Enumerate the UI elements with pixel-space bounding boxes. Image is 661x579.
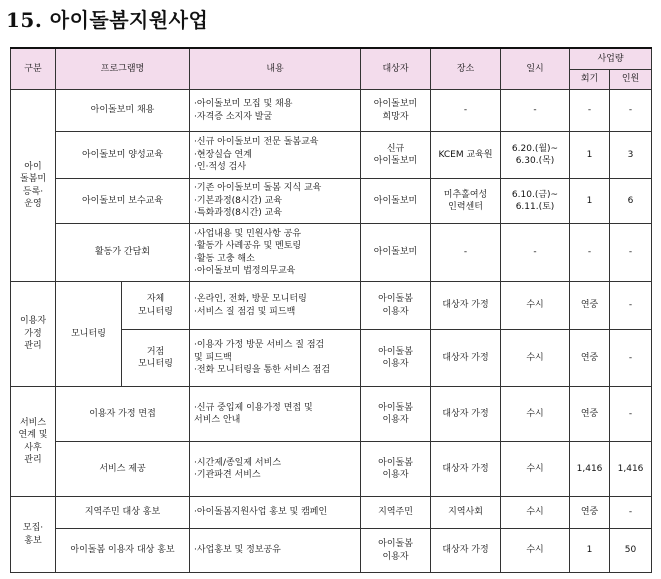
category-cell: 이용자 가정 관리 — [11, 282, 56, 387]
date-cell: 수시 — [501, 442, 570, 497]
people-cell: - — [610, 224, 652, 282]
people-cell: - — [610, 497, 652, 529]
program-cell: 모니터링 — [56, 282, 122, 387]
count-cell: - — [570, 224, 610, 282]
target-cell: 아이돌보미 — [361, 179, 431, 224]
count-cell: 1,416 — [570, 442, 610, 497]
program-cell: 활동가 간담회 — [56, 224, 190, 282]
content-cell: ·신규 중입제 이용가정 면접 및 서비스 안내 — [190, 387, 361, 442]
count-cell: 1 — [570, 529, 610, 573]
category-cell: 모집· 홍보 — [11, 497, 56, 573]
table-row — [11, 224, 652, 282]
sub-program-cell: 자체 모니터링 — [122, 282, 190, 330]
header-program: 프로그램명 — [56, 48, 190, 90]
place-cell: 미추홀여성 인력센터 — [431, 179, 501, 224]
content-cell: ·아이돌보미 모집 및 채용 ·자격증 소지자 발굴 — [190, 90, 361, 132]
date-cell: - — [501, 224, 570, 282]
date-cell: - — [501, 90, 570, 132]
target-cell: 아이돌보미 — [361, 224, 431, 282]
count-cell: 1 — [570, 132, 610, 179]
content-cell: ·사업내용 및 민원사항 공유 ·활동가 사례공유 및 멘토링 ·활동 고충 해소 ·아이돌보미 법정의무교육 — [190, 224, 361, 282]
people-cell: - — [610, 282, 652, 330]
header-date: 일시 — [501, 48, 570, 90]
date-cell: 수시 — [501, 529, 570, 573]
program-cell: 지역주민 대상 홍보 — [56, 497, 190, 529]
content-cell: ·신규 아이돌보미 전문 돌봄교육 ·현장실습 연계 ·인·적성 검사 — [190, 132, 361, 179]
header-category: 구분 — [11, 48, 56, 90]
count-cell: 연중 — [570, 282, 610, 330]
table-row — [11, 497, 652, 529]
header-performance: 사업량 — [570, 48, 652, 70]
program-cell: 서비스 제공 — [56, 442, 190, 497]
target-cell: 아이돌봄 이용자 — [361, 387, 431, 442]
place-cell: 지역사회 — [431, 497, 501, 529]
program-cell: 아이돌봄 이용자 대상 홍보 — [56, 529, 190, 573]
place-cell: KCEM 교육원 — [431, 132, 501, 179]
header-people: 인원 — [610, 70, 652, 90]
program-cell: 아이돌보미 양성교육 — [56, 132, 190, 179]
category-cell: 서비스 연계 및 사후 관리 — [11, 387, 56, 497]
target-cell: 지역주민 — [361, 497, 431, 529]
target-cell: 아이돌봄 이용자 — [361, 330, 431, 387]
table-row — [11, 442, 652, 497]
program-table — [10, 47, 652, 573]
content-cell: ·이용자 가정 방문 서비스 질 점검 및 피드백 ·전화 모니터링을 통한 서비스 점검 — [190, 330, 361, 387]
date-cell: 수시 — [501, 497, 570, 529]
program-cell: 이용자 가정 면접 — [56, 387, 190, 442]
people-cell: 50 — [610, 529, 652, 573]
header-target: 대상자 — [361, 48, 431, 90]
content-cell: ·온라인, 전화, 방문 모니터링 ·서비스 질 점검 및 피드백 — [190, 282, 361, 330]
category-cell: 아이 돌봄미 등록· 운영 — [11, 90, 56, 282]
place-cell: - — [431, 224, 501, 282]
content-cell: ·사업홍보 및 정보공유 — [190, 529, 361, 573]
table-row — [11, 179, 652, 224]
count-cell: 연중 — [570, 497, 610, 529]
people-cell: 6 — [610, 179, 652, 224]
header-count: 회기 — [570, 70, 610, 90]
people-cell: 3 — [610, 132, 652, 179]
content-cell: ·아이돌봄지원사업 홍보 및 캠페인 — [190, 497, 361, 529]
target-cell: 신규 아이돌보미 — [361, 132, 431, 179]
people-cell: - — [610, 330, 652, 387]
header-content: 내용 — [190, 48, 361, 90]
people-cell: - — [610, 90, 652, 132]
date-cell: 6.20.(월)~ 6.30.(목) — [501, 132, 570, 179]
table-row — [11, 387, 652, 442]
table-row — [11, 282, 652, 330]
target-cell: 아이돌보미 희망자 — [361, 90, 431, 132]
date-cell: 수시 — [501, 387, 570, 442]
count-cell: 1 — [570, 179, 610, 224]
place-cell: - — [431, 90, 501, 132]
target-cell: 아이돌봄 이용자 — [361, 282, 431, 330]
place-cell: 대상자 가정 — [431, 330, 501, 387]
table-row — [11, 529, 652, 573]
target-cell: 아이돌봄 이용자 — [361, 442, 431, 497]
content-cell: ·기존 아이돌보미 돌봄 지식 교육 ·기본과정(8시간) 교육 ·특화과정(8시간) 교육 — [190, 179, 361, 224]
header-place: 장소 — [431, 48, 501, 90]
date-cell: 수시 — [501, 282, 570, 330]
table-row — [11, 132, 652, 179]
target-cell: 아이돌봄 이용자 — [361, 529, 431, 573]
program-cell: 아이돌보미 채용 — [56, 90, 190, 132]
count-cell: 연중 — [570, 387, 610, 442]
program-cell: 아이돌보미 보수교육 — [56, 179, 190, 224]
place-cell: 대상자 가정 — [431, 282, 501, 330]
table-row — [11, 90, 652, 132]
content-cell: ·시간제/종일제 서비스 ·기관파견 서비스 — [190, 442, 361, 497]
place-cell: 대상자 가정 — [431, 387, 501, 442]
people-cell: - — [610, 387, 652, 442]
people-cell: 1,416 — [610, 442, 652, 497]
count-cell: - — [570, 90, 610, 132]
date-cell: 6.10.(금)~ 6.11.(토) — [501, 179, 570, 224]
date-cell: 수시 — [501, 330, 570, 387]
place-cell: 대상자 가정 — [431, 442, 501, 497]
page-title: 15. 아이돌봄지원사업 — [6, 8, 209, 32]
count-cell: 연중 — [570, 330, 610, 387]
sub-program-cell: 거점 모니터링 — [122, 330, 190, 387]
place-cell: 대상자 가정 — [431, 529, 501, 573]
